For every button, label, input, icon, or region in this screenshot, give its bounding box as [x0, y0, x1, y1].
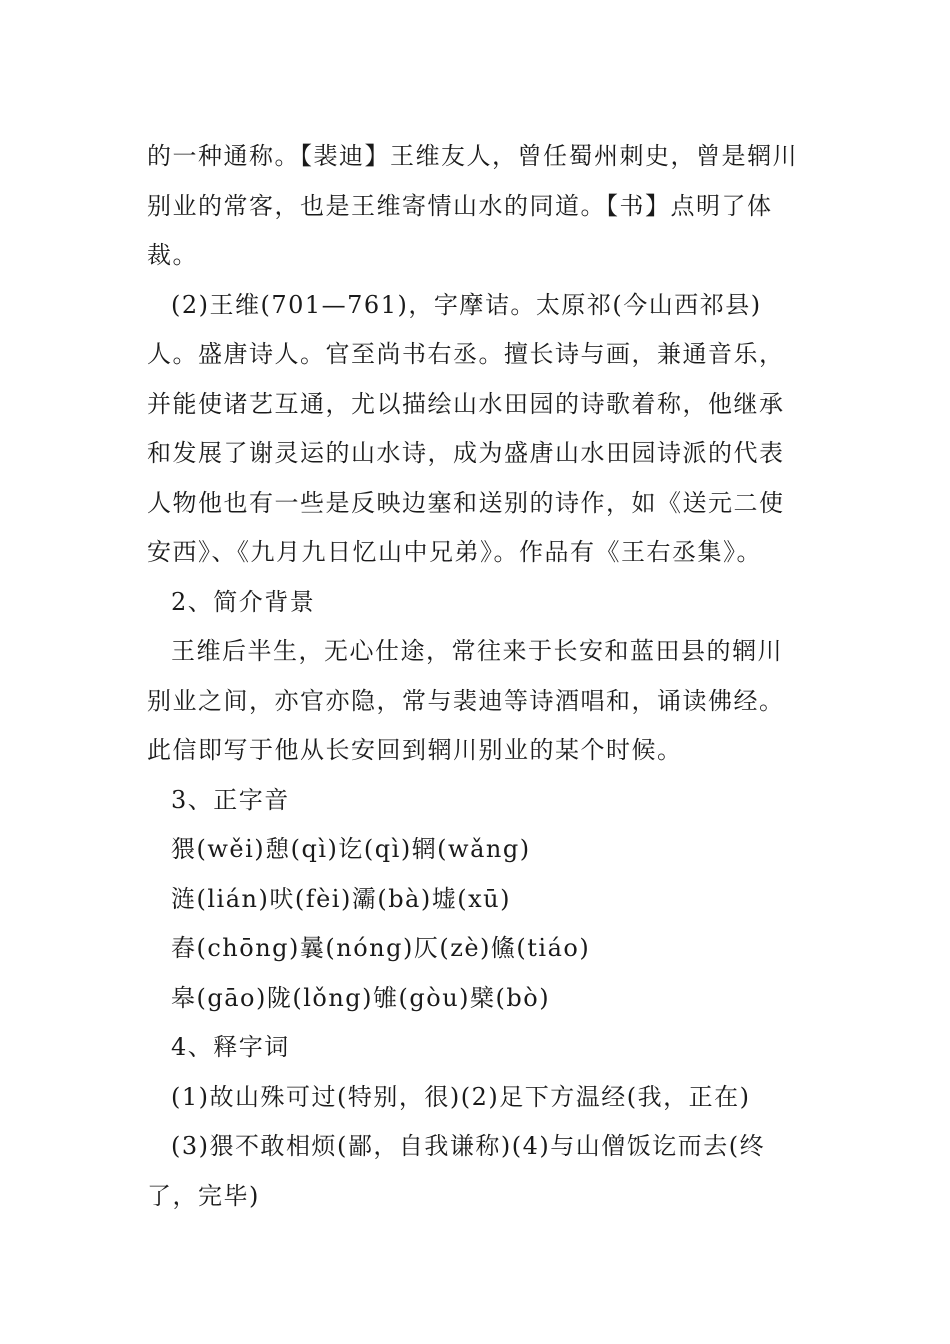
pronunciation-line-1: 猥(wěi)憩(qì)讫(qì)辋(wǎng) — [171, 835, 531, 863]
section-heading-pronunciation: 3、正字音 — [171, 785, 290, 814]
section-heading-background: 2、简介背景 — [171, 587, 316, 616]
document-body — [147, 132, 807, 1221]
paragraph-background: 王维后半生，无心仕途，常往来于长安和蓝田县的辋川别业之间，亦官亦隐，常与裴迪等诗酒唱和，诵读佛经。此信即写于他从长安回到辋川别业的某个时候。 — [147, 637, 785, 764]
pronunciation-line-2: 涟(lián)吠(fèi)灞(bà)墟(xū) — [171, 884, 511, 913]
vocabulary-line-1: (1)故山殊可过(特别，很)(2)足下方温经(我，正在) — [171, 1082, 751, 1111]
pronunciation-line-4: 皋(gāo)陇(lǒng)雊(gòu)檗(bò) — [171, 983, 551, 1012]
section-heading-vocabulary: 4、释字词 — [171, 1033, 290, 1061]
paragraph-author-intro: (2)王维(701—761)，字摩诘。太原祁(今山西祁县)人。盛唐诗人。官至尚书右丞。擅长诗与画，兼通音乐，并能使诸艺互通，尤以描绘山水田园的诗歌着称，他继承和发展了谢灵运的山水诗，成为盛唐山水田园诗派的代表人物他也有一些是反映边塞和送别的诗作，如《送元二使安西》、《九月九日忆山中兄弟》。作品有《王右丞集》。 — [147, 290, 785, 566]
pronunciation-line-3: 舂(chōng)曩(nóng)仄(zè)鯈(tiáo) — [171, 934, 591, 962]
vocabulary-line-2: (3)猥不敢相烦(鄙，自我谦称)(4)与山僧饭讫而去(终了，完毕) — [147, 1132, 766, 1210]
paragraph-notes-continued: 的一种通称。【裴迪】王维友人，曾任蜀州刺史，曾是辋川别业的常客，也是王维寄情山水的同道。【书】点明了体裁。 — [147, 142, 798, 269]
